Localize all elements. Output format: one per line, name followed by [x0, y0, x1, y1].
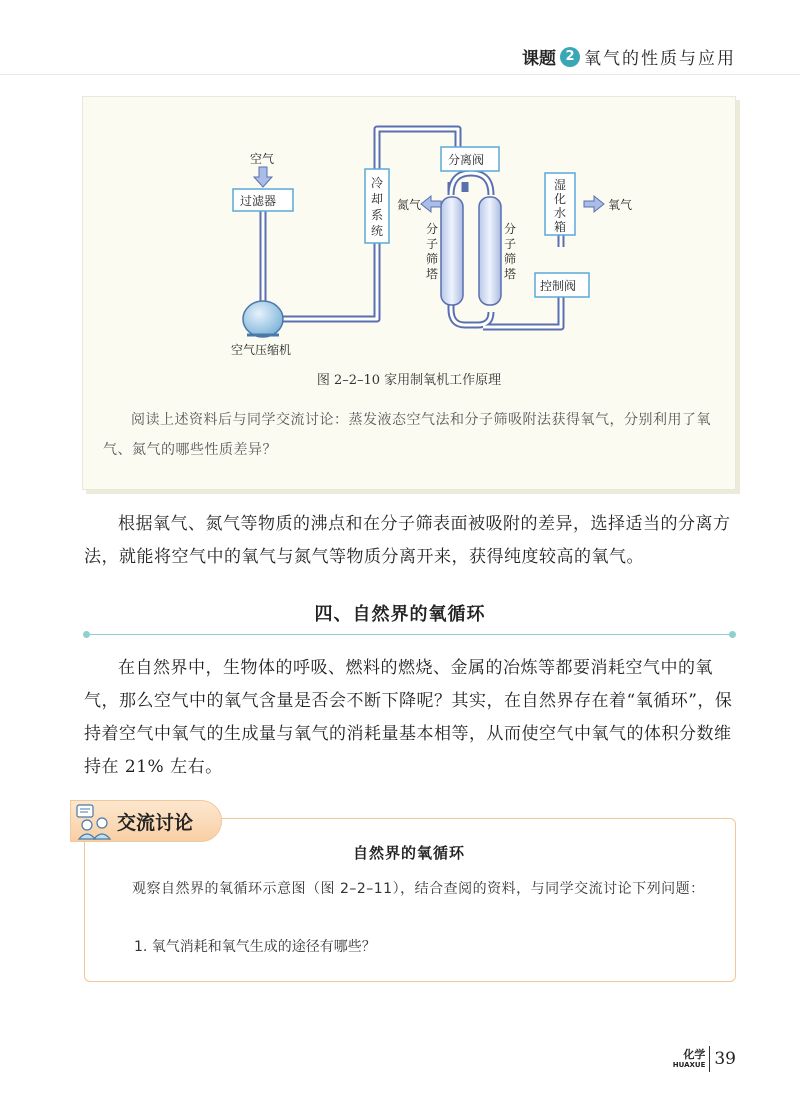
divider-dot-left	[83, 631, 90, 638]
discussion-tab-label: 交流讨论	[117, 811, 194, 834]
nitrogen-label: 氮气	[397, 198, 422, 212]
sieve-tower-left	[441, 197, 463, 305]
subject-english: HUAXUE	[672, 1060, 706, 1069]
nitrogen-outlet-arrow-icon	[421, 196, 441, 212]
humidifier-label-2: 化	[554, 192, 567, 206]
discussion-tab	[70, 800, 222, 842]
subject-chinese: 化学	[683, 1047, 706, 1061]
humidifier-label-4: 箱	[554, 220, 567, 234]
oxygen-label: 氧气	[608, 198, 633, 212]
sieve-tower-right	[479, 197, 501, 305]
figure-panel	[82, 96, 736, 490]
molecular-sieve-towers	[441, 197, 501, 305]
header-prefix: 课题	[522, 49, 556, 69]
paragraph-oxygen-cycle: 在自然界中，生物体的呼吸、燃料的燃烧、金属的冶炼等都要消耗空气中的氧气，那么空气中的氧气含量是否会不断下降呢？其实，在自然界存在着“氧循环”，保持着空气中氧气的生成量与氧气的消耗量基本相等，从而使空气中氧气的体积分数维持在 21% 左右。	[84, 658, 733, 777]
header-title: 氧气的性质与应用	[584, 49, 736, 69]
sieve-right-label-1: 分	[504, 222, 517, 236]
sieve-right-label-3: 筛	[504, 252, 517, 266]
sieve-left-label-1: 分	[426, 222, 439, 236]
cooling-label-1: 冷	[371, 176, 384, 190]
discussion-question-1: 1. 氧气消耗和氧气生成的途径有哪些？	[134, 939, 376, 955]
footer-divider	[709, 1046, 710, 1072]
topic-number-badge: 2	[560, 47, 580, 67]
air-compressor-icon	[243, 301, 283, 337]
compressor-label: 空气压缩机	[231, 343, 292, 357]
control-valve-label: 控制阀	[540, 279, 577, 293]
discussion-title: 自然界的氧循环	[352, 844, 465, 862]
cooling-label-2: 却	[371, 192, 384, 206]
sieve-left-label-3: 筛	[426, 252, 439, 266]
page-number: 39	[714, 1049, 736, 1069]
humidifier-label-1: 湿	[554, 178, 567, 192]
header-divider	[0, 74, 800, 75]
page-header	[522, 44, 736, 69]
pipe-system	[263, 129, 561, 327]
sieve-right-label-4: 塔	[504, 267, 517, 281]
cooling-label-3: 系	[371, 208, 384, 222]
sieve-left-label-2: 子	[426, 237, 439, 251]
air-inlet-arrow-icon	[254, 167, 272, 187]
section-divider	[86, 634, 732, 635]
figure-discussion-text: 阅读上述资料后与同学交流讨论：蒸发液态空气法和分子筛吸附法获得氧气，分别利用了氧气、氮气的哪些性质差异？	[103, 412, 711, 458]
oxygen-generator-diagram	[83, 97, 735, 367]
sieve-right-label-2: 子	[504, 237, 517, 251]
discussion-people-icon	[75, 801, 113, 841]
oxygen-outlet-arrow-icon	[584, 196, 604, 212]
section-title: 四、自然界的氧循环	[314, 604, 486, 625]
figure-caption: 图 2–2–10 家用制氧机工作原理	[316, 373, 502, 388]
page-footer	[673, 1046, 736, 1072]
air-label: 空气	[250, 152, 275, 166]
separation-valve-label: 分离阀	[448, 153, 485, 167]
humidifier-label-3: 水	[554, 206, 567, 220]
discussion-text: 观察自然界的氧循环示意图（图 2–2–11），结合查阅的资料，与同学交流讨论下列问题：	[132, 881, 705, 897]
paragraph-separation: 根据氧气、氮气等物质的沸点和在分子筛表面被吸附的差异，选择适当的分离方法，就能将空气中的氧气与氮气等物质分离开来，获得纯度较高的氧气。	[84, 514, 731, 567]
cooling-label-4: 统	[371, 224, 384, 238]
filter-label: 过滤器	[240, 194, 277, 208]
sieve-left-label-4: 塔	[426, 267, 439, 281]
divider-dot-right	[729, 631, 736, 638]
